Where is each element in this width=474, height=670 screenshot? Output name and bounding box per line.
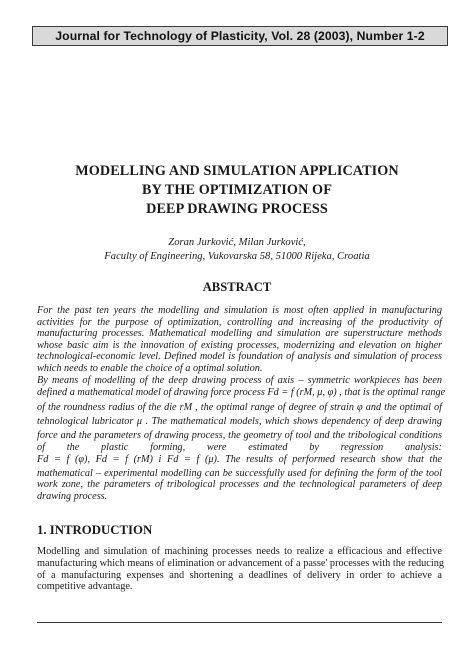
abstract-line: drawing process. [37, 490, 108, 502]
abstract-line: manufacturing processes. Mathematical modelling and simulation are superstructure methods [37, 328, 442, 340]
introduction-body [37, 546, 445, 593]
abstract-word: forming, [150, 441, 186, 453]
title-line: BY THE OPTIMIZATION OF [142, 182, 332, 198]
section-heading-introduction: 1. INTRODUCTION [37, 523, 153, 537]
introduction-line: Modelling and simulation of machining processes needs to realize a efficacious and effective [37, 546, 442, 557]
abstract-word: estimated [248, 441, 288, 453]
footer-rule [37, 622, 442, 623]
abstract-line: work zone, the parameters of tribological processes and the technological parameters of deep [37, 479, 442, 491]
abstract-word: by [309, 441, 319, 453]
author-block [30, 236, 444, 263]
title-line: MODELLING AND SIMULATION APPLICATION [75, 163, 399, 179]
paper-title [30, 162, 444, 219]
abstract-line: mathematical – experimental modelling can be successfully used for defining the form of the tool [37, 467, 442, 479]
journal-banner-text: Journal for Technology of Plasticity, Vol. 28 (2003), Number 1-2 [55, 29, 425, 43]
introduction-line: of a manufacturing expenses and shortening a deadlines of delivery in order to achieve a [37, 569, 442, 581]
journal-banner [32, 26, 448, 46]
abstract-line: technological-economic level. Defined model is foundation of analysis and simulation of process [37, 351, 442, 363]
abstract-word: analysis: [404, 441, 442, 453]
abstract-line: whose basic aim is the innovation of existing processes, modernizing and elevation on higher [37, 339, 442, 351]
abstract-line: Fd = f (φ), Fd = f (rM) i Fd = f (μ). The results of performed research show that the [37, 454, 442, 466]
abstract-word: regression [340, 441, 384, 453]
abstract-line: which needs to enable the choice of a optimal solution. [37, 362, 263, 374]
abstract-word: the [66, 441, 80, 453]
introduction-line: competitive advantage. [37, 581, 133, 593]
abstract-line: force and the parameters of drawing process, the geometry of tool and the tribological conditions [37, 429, 442, 441]
abstract-body [37, 305, 446, 503]
abstract-spread-line [37, 442, 442, 454]
abstract-line: of the roundness radius of the die rM , the optimal range of degree of strain φ and the optimal of [37, 401, 442, 413]
title-line: DEEP DRAWING PROCESS [146, 201, 328, 217]
abstract-line: tehnological lubricator μ . The mathematical models, which shows dependency of deep drawing [37, 416, 442, 428]
abstract-word: plastic [101, 441, 129, 453]
abstract-line: activities for the purpose of optimization, controlling and increasing of the productivity of [37, 316, 442, 328]
abstract-heading: ABSTRACT [202, 280, 272, 294]
introduction-line: manufacturing which means of elimination or advancement of a passe' processes with the reducing [37, 557, 445, 569]
abstract-line: By means of modelling of the deep drawing process of axis – symmetric workpieces has been [37, 374, 442, 386]
abstract-line: For the past ten years the modelling and simulation is most often applied in manufacturing [37, 305, 442, 316]
author-affiliation: Faculty of Engineering, Vukovarska 58, 51000 Rijeka, Croatia [104, 250, 370, 262]
author-names: Zoran Jurković, Milan Jurković, [168, 237, 306, 248]
abstract-line: defined a mathematical model of drawing force process Fd = f (rM, μ, φ) , that is the optimal range [37, 387, 446, 399]
abstract-word: were [206, 441, 227, 453]
abstract-word: of [37, 441, 45, 453]
